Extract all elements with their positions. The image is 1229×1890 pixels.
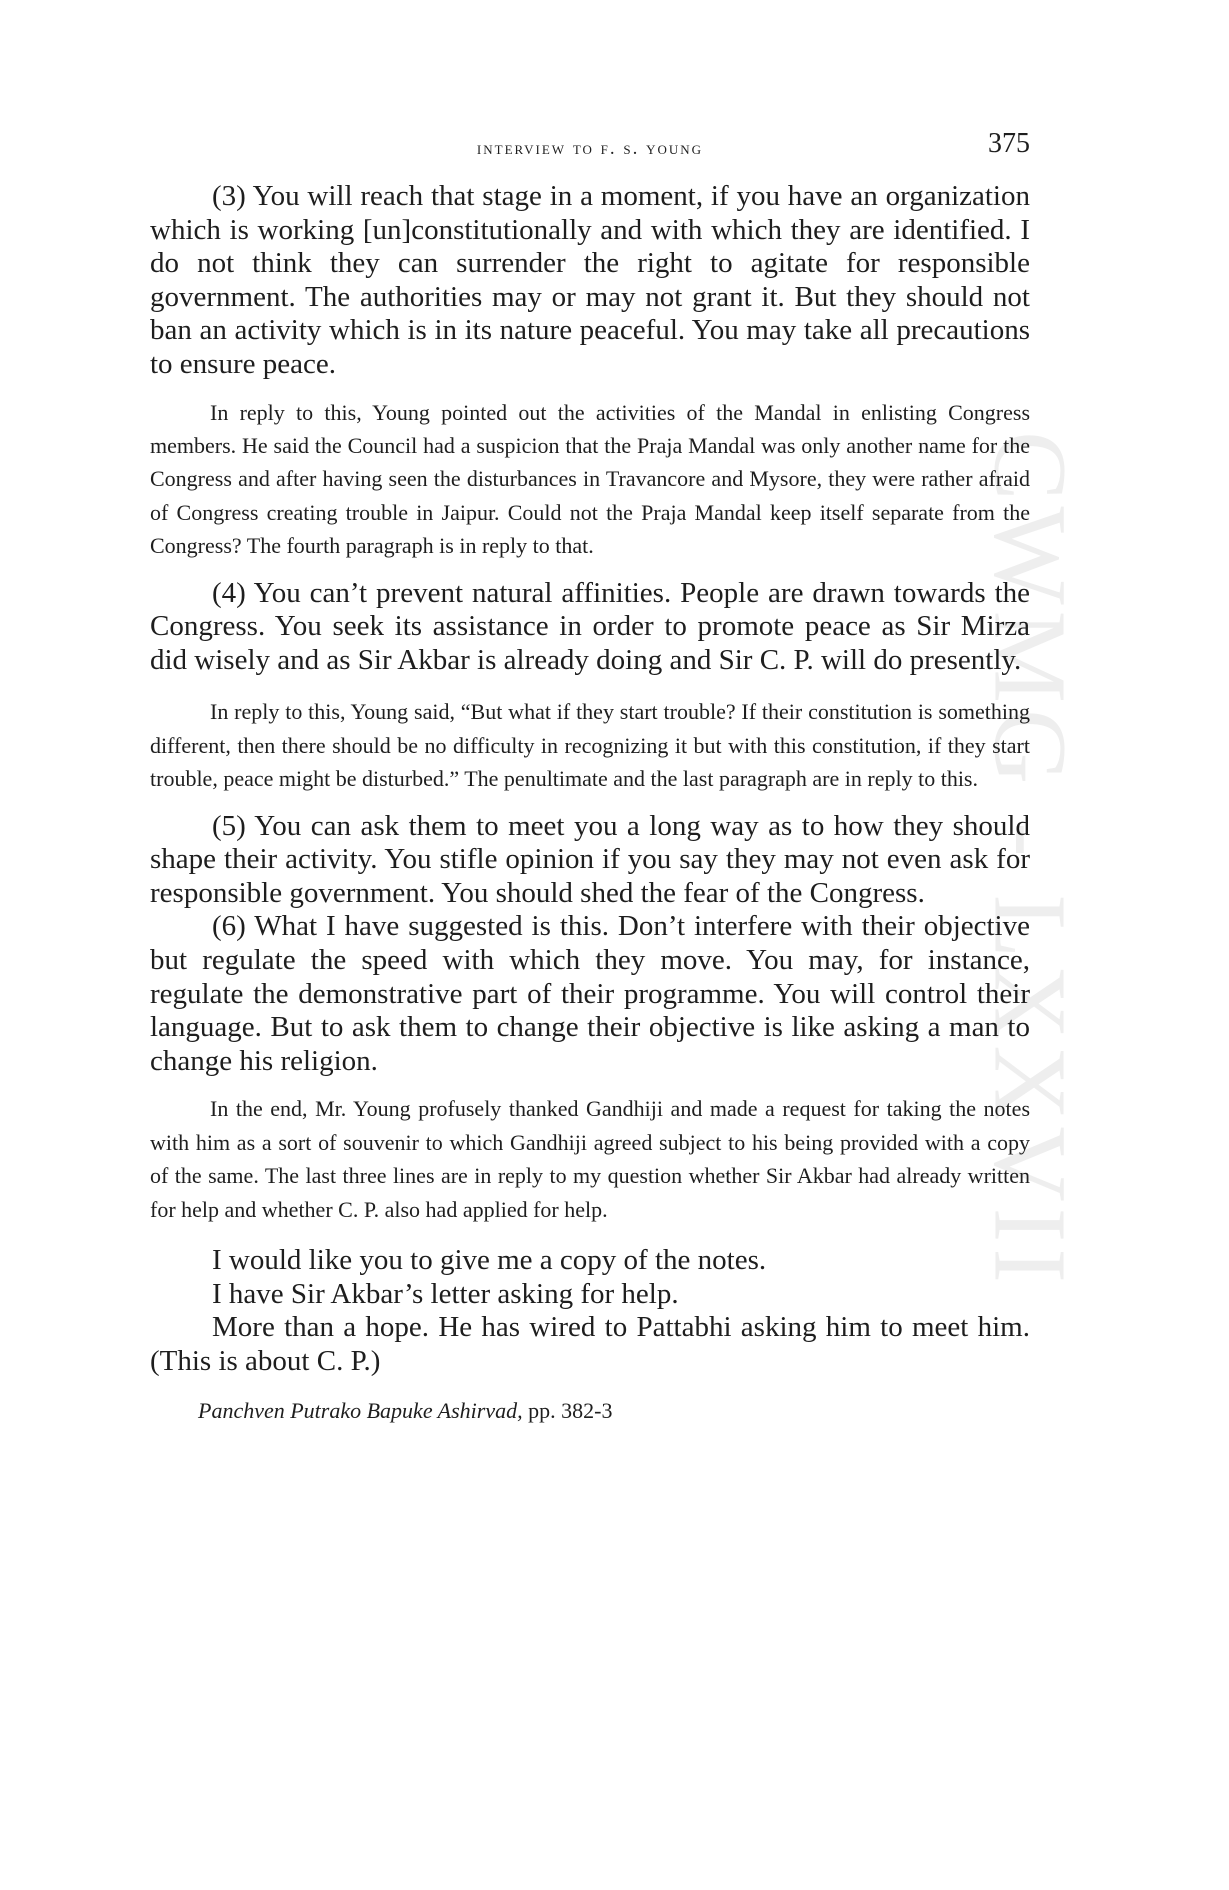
editor-note-2: In reply to this, Young said, “But what if they start trouble? If their constitution is something different, then there should be no difficulty in recognizing it but with this constitution, if they start trouble, peace might be disturbed.” The penultimate and the last paragraph are in reply to this. — [150, 699, 1030, 792]
paragraph-3: (3) You will reach that stage in a moment, if you have an organization which is working [un]constitutionally and with which they are identified. I do not think they can surrender the right to agitate for responsible government. The authorities may or may not grant it. But they should not ban an activity which is in its nature peaceful. You may take all precautions to ensure peace. — [150, 180, 1030, 380]
closing-line-2: I have Sir Akbar’s letter asking for help. — [212, 1277, 679, 1310]
text-column — [150, 180, 1030, 1426]
source-pages: pp. 382-3 — [522, 1398, 613, 1424]
editor-note-3: In the end, Mr. Young profusely thanked Gandhiji and made a request for taking the notes with him as a sort of souvenir to which Gandhiji agreed subject to his being provided with a copy of the same. The last three lines are in reply to my question whether Sir Akbar had already written for help and whether C. P. also had applied for help. — [150, 1096, 1030, 1222]
running-head: interview to f. s. young — [476, 138, 704, 159]
paragraph-6: (6) What I have suggested is this. Don’t interfere with their objective but regulate the speed with which they move. You may, for instance, regulate the demonstrative part of their programme. You will control their language. But to ask them to change their objective is like asking a man to change his religion. — [150, 910, 1030, 1077]
closing-paragraph: More than a hope. He has wired to Pattabhi asking him to meet him. (This is about C. P.) — [150, 1311, 1030, 1377]
paragraph-4: (4) You can’t prevent natural affinities. People are drawn towards the Congress. You seek its assistance in order to promote peace as Sir Mirza did wisely and as Sir Akbar is already doing and Sir C. P. will do presently. — [150, 576, 1030, 676]
editor-note-1: In reply to this, Young pointed out the activities of the Mandal in enlisting Congress members. He said the Council had a suspicion that the Praja Mandal was only another name for the Congress and after having seen the disturbances in Travancore and Mysore, they were rather afraid of Congress creating trouble in Jaipur. Could not the Praja Mandal keep itself separate from the Congress? The fourth paragraph is in reply to that. — [150, 399, 1030, 559]
page-number: 375 — [988, 128, 1030, 159]
source-citation — [150, 1396, 1030, 1426]
closing-line-1: I would like you to give me a copy of the notes. — [212, 1243, 767, 1276]
page-header — [150, 128, 1030, 168]
watermark-text: CWMG - LXXVII — [972, 431, 1088, 1289]
source-title: Panchven Putrako Bapuke Ashirvad, — [198, 1398, 523, 1424]
paragraph-5: (5) You can ask them to meet you a long way as to how they should shape their activity. You stifle opinion if you say they may not even ask for responsible government. You should shed the fear of the Congress. — [150, 809, 1030, 909]
